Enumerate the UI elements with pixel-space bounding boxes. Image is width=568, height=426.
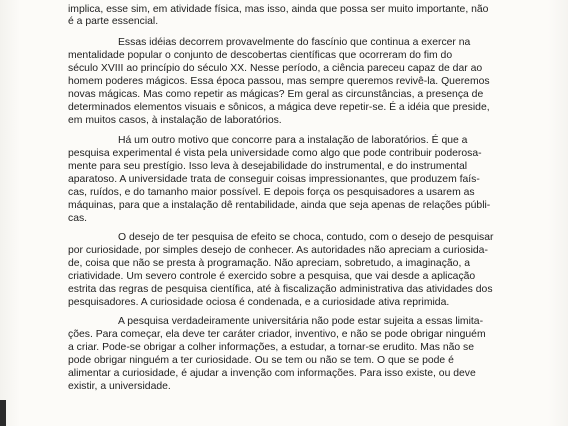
text-line: por curiosidade, por simples desejo de conhecer. As autoridades não apreciam a curiosida- (68, 245, 488, 256)
text-line: aparatoso. A universidade trata de conseguir coisas impressionantes, que produzem faís- (68, 174, 480, 185)
text-line: estrita das regras de pesquisa científica, até à fiscalização administrativa das atividades dos (68, 284, 493, 295)
scan-edge-shadow (0, 400, 6, 426)
text-line: mentalidade popular o conjunto de descobertas científicas que ocorreram do fim do (68, 50, 453, 61)
text-line: máquinas, para que a instalação dê rentabilidade, ainda que seja apenas de relações públi- (68, 200, 491, 211)
text-line: a criar. Pode-se obrigar a colher informações, a estudar, a tornar-se erudito. Mas não se (68, 342, 475, 353)
paragraph-start: O desejo de ter pesquisa de efeito se choca, contudo, com o desejo de pesquisar (118, 232, 494, 243)
text-line: cas. (68, 213, 88, 224)
paragraph-start: A pesquisa verdadeiramente universitária não pode estar sujeita a essas limita- (118, 316, 484, 327)
text-line: cas, ruídos, e do tamanho maior possível. E depois força os pesquisadores a usarem as (68, 187, 475, 198)
text-line: alimentar a curiosidade, é ajudar a invenção com informações. Para isso existe, ou deve (68, 368, 476, 379)
text-line: século XVIII ao princípio do século XX. Nesse período, a ciência pareceu capaz de dar ao (68, 63, 483, 74)
paragraph-start: Há um outro motivo que concorre para a instalação de laboratórios. É que a (118, 135, 468, 146)
text-line: em muitos casos, à instalação de laboratórios. (68, 115, 282, 126)
text-line: existir, a universidade. (68, 381, 171, 392)
text-line: homem poderes mágicos. Essa época passou, mas sempre queremos revivê-la. Queremos (68, 76, 490, 87)
text-line: pesquisadores. A curiosidade ociosa é condenada, e a curiosidade ativa reprimida. (68, 297, 450, 308)
text-line: criatividade. Um severo controle é exercido sobre a pesquisa, que vai desde a aplicação (68, 271, 476, 282)
text-line: implica, esse sim, em atividade física, mas isso, ainda que possa ser muito importante, não (68, 4, 489, 15)
text-line: mente para seu prestígio. Isso leva à desejabilidade do instrumental, e do instrumental (68, 161, 468, 172)
text-line: ções. Para começar, ela deve ter caráter criador, inventivo, e não se pode obrigar ninguém (68, 329, 486, 340)
text-line: novas mágicas. Mas como repetir as mágicas? Em geral as circunstâncias, a presença de (68, 89, 484, 100)
text-line: pesquisa experimental é vista pela universidade como algo que pode contribuir poderosa- (68, 148, 482, 159)
text-line: é a parte essencial. (68, 16, 159, 27)
text-line: determinados elementos visuais e sônicos, a mágica deve repetir-se. É a idéia que preside, (68, 102, 490, 113)
text-line: pode obrigar ninguém a ter curiosidade. Ou se tem ou não se tem. O que se pode é (68, 355, 454, 366)
text-line: de, coisa que não se presta à programação. Não apreciam, sobretudo, a imaginação, a (68, 258, 471, 269)
paragraph-start: Essas idéias decorrem provavelmente do fascínio que continua a exercer na (118, 37, 471, 48)
